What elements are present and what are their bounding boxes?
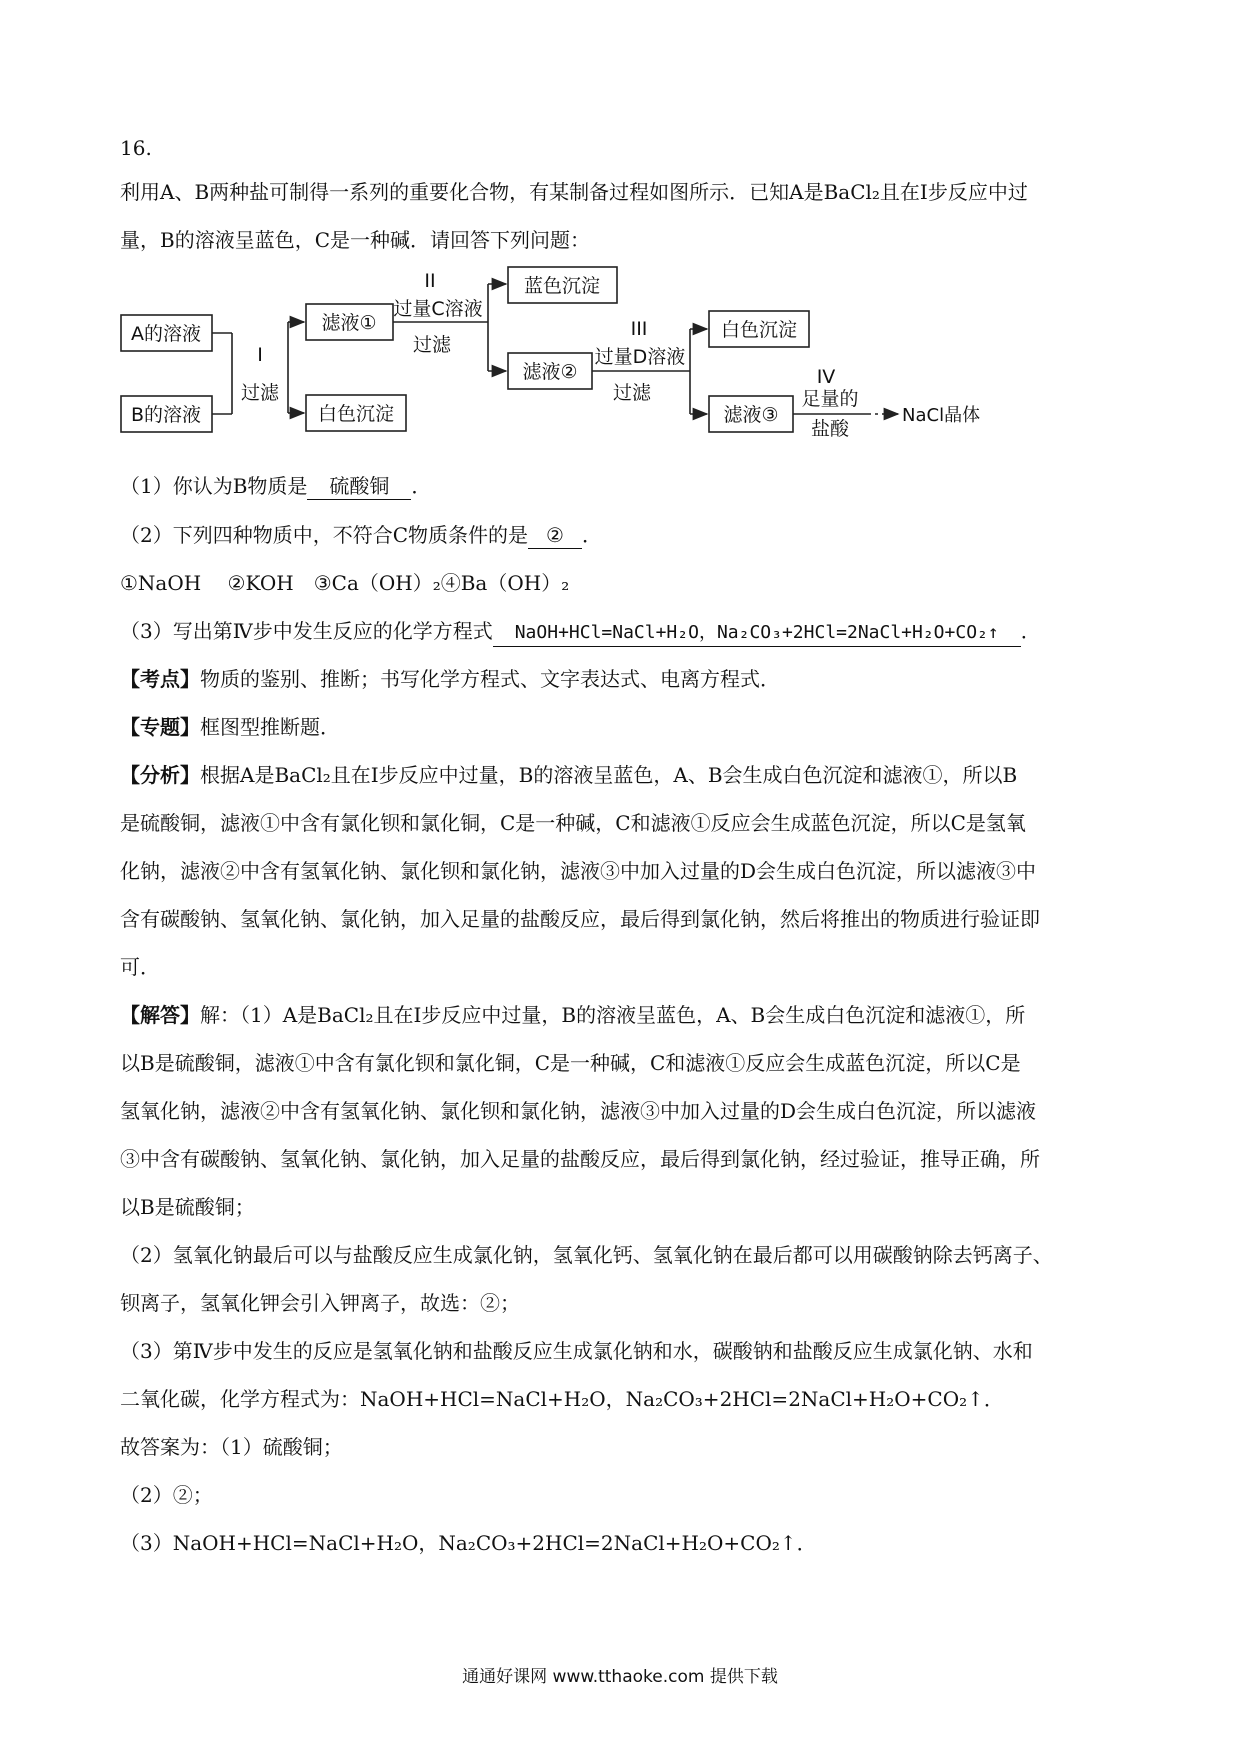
question-intro-line-2: 量，B的溶液呈蓝色，C是一种碱．请回答下列问题： [120,228,590,252]
step-3-number: III [630,318,648,340]
kaodian-section: 【考点】物质的鉴别、推断；书写化学方程式、文字表达式、电离方程式． [120,667,780,691]
jieda-line-7: 钡离子，氢氧化钾会引入钾离子，故选：②； [120,1291,520,1315]
step-3-label: 过滤 [612,382,652,404]
page-footer: 通通好课网 www.tthaoke.com 提供下载 [462,1667,778,1687]
answer-summary-line-1: 故答案为：（1）硫酸铜； [120,1435,343,1459]
white-precipitate-2-label: 白色沉淀 [720,319,798,341]
box-b-label: B的溶液 [130,404,202,426]
step-2-number: II [424,270,436,292]
question-3: （3）写出第Ⅳ步中发生反应的化学方程式 NaOH+HCl=NaCl+H₂O，Na₂CO₃+2HCl=2NaCl+H₂O+CO₂↑ ． [120,615,1130,647]
step-2-label: 过滤 [412,334,452,356]
answer-summary-line-2: （2）②； [120,1483,213,1507]
jieda-line-1: 【解答】解：（1）A是BaCl₂且在Ⅰ步反应中过量，B的溶液呈蓝色，A、B会生成白色沉淀和滤液①，所 [120,1003,1026,1027]
answer-summary-line-3: （3）NaOH+HCl=NaCl+H₂O，Na₂CO₃+2HCl=2NaCl+H₂O+CO₂↑． [120,1531,817,1555]
step-2-reagent: 过量C溶液 [393,298,483,320]
preparation-flow-diagram [0,262,1240,442]
step-1-number: I [257,344,263,366]
jieda-line-4: ③中含有碳酸钠、氢氧化钠、氯化钠，加入足量的盐酸反应，最后得到氯化钠，经过验证，推导正确，所 [120,1147,1040,1171]
jieda-line-6: （2）氢氧化钠最后可以与盐酸反应生成氯化钠，氢氧化钙、氢氧化钠在最后都可以用碳酸钠除去钙离子、 [120,1243,1053,1267]
jieda-line-3: 氢氧化钠，滤液②中含有氢氧化钠、氯化钡和氯化钠，滤液③中加入过量的D会生成白色沉淀，所以滤液 [120,1099,1037,1123]
fenxi-line-3: 化钠，滤液②中含有氢氧化钠、氯化钡和氯化钠，滤液③中加入过量的D会生成白色沉淀，所以滤液③中 [120,859,1037,883]
step-3-reagent: 过量D溶液 [594,346,686,368]
step-4-reagent-2: 盐酸 [810,418,850,440]
jieda-line-8: （3）第Ⅳ步中发生的反应是氢氧化钠和盐酸反应生成氯化钠和水，碳酸钠和盐酸反应生成氯化钠、水和 [120,1339,1033,1363]
answer-3-blank: NaOH+HCl=NaCl+H₂O，Na₂CO₃+2HCl=2NaCl+H₂O+CO₂↑ [493,620,1021,647]
step-1-label: 过滤 [240,382,280,404]
fenxi-line-4: 含有碳酸钠、氢氧化钠、氯化钠，加入足量的盐酸反应，最后得到氯化钠，然后将推出的物质进行验证即 [120,907,1040,931]
white-precipitate-1-label: 白色沉淀 [317,403,395,425]
jieda-line-5: 以B是硫酸铜； [120,1195,255,1219]
jieda-line-9: 二氧化碳，化学方程式为：NaOH+HCl=NaCl+H₂O，Na₂CO₃+2HCl=2NaCl+H₂O+CO₂↑． [120,1387,1004,1411]
filtrate-2-label: 滤液② [522,361,578,383]
filtrate-1-label: 滤液① [321,312,377,334]
question-intro-line-1: 利用A、B两种盐可制得一系列的重要化合物，有某制备过程如图所示．已知A是BaCl₂且在Ⅰ步反应中过 [120,180,1028,204]
fenxi-line-5: 可． [120,955,160,979]
question-1: （1）你认为B物质是 硫酸铜 ． [120,474,432,498]
question-number: 16. [120,136,152,160]
step-4-number: IV [816,366,836,388]
question-2: （2）下列四种物质中，不符合C物质条件的是 ② ． [120,523,602,547]
answer-1-blank: 硫酸铜 [307,473,411,500]
jieda-line-2: 以B是硫酸铜，滤液①中含有氯化钡和氯化铜，C是一种碱，C和滤液①反应会生成蓝色沉淀，所以C是 [120,1051,1021,1075]
step-4-reagent-1: 足量的 [801,388,859,410]
answer-2-blank: ② [528,522,582,549]
filtrate-3-label: 滤液③ [723,404,779,426]
fenxi-line-2: 是硫酸铜，滤液①中含有氯化钡和氯化铜，C是一种碱，C和滤液①反应会生成蓝色沉淀，所以C是氢氧 [120,811,1026,835]
fenxi-line-1: 【分析】根据A是BaCl₂且在Ⅰ步反应中过量，B的溶液呈蓝色，A、B会生成白色沉淀和滤液①，所以B [120,763,1018,787]
question-2-options: ①NaOH ②KOH ③Ca（OH）₂④Ba（OH）₂ [120,571,570,595]
zhuanti-section: 【专题】框图型推断题． [120,715,340,739]
blue-precipitate-label: 蓝色沉淀 [523,275,601,297]
product-label: NaCl晶体 [902,405,981,426]
box-a-label: A的溶液 [131,323,201,345]
